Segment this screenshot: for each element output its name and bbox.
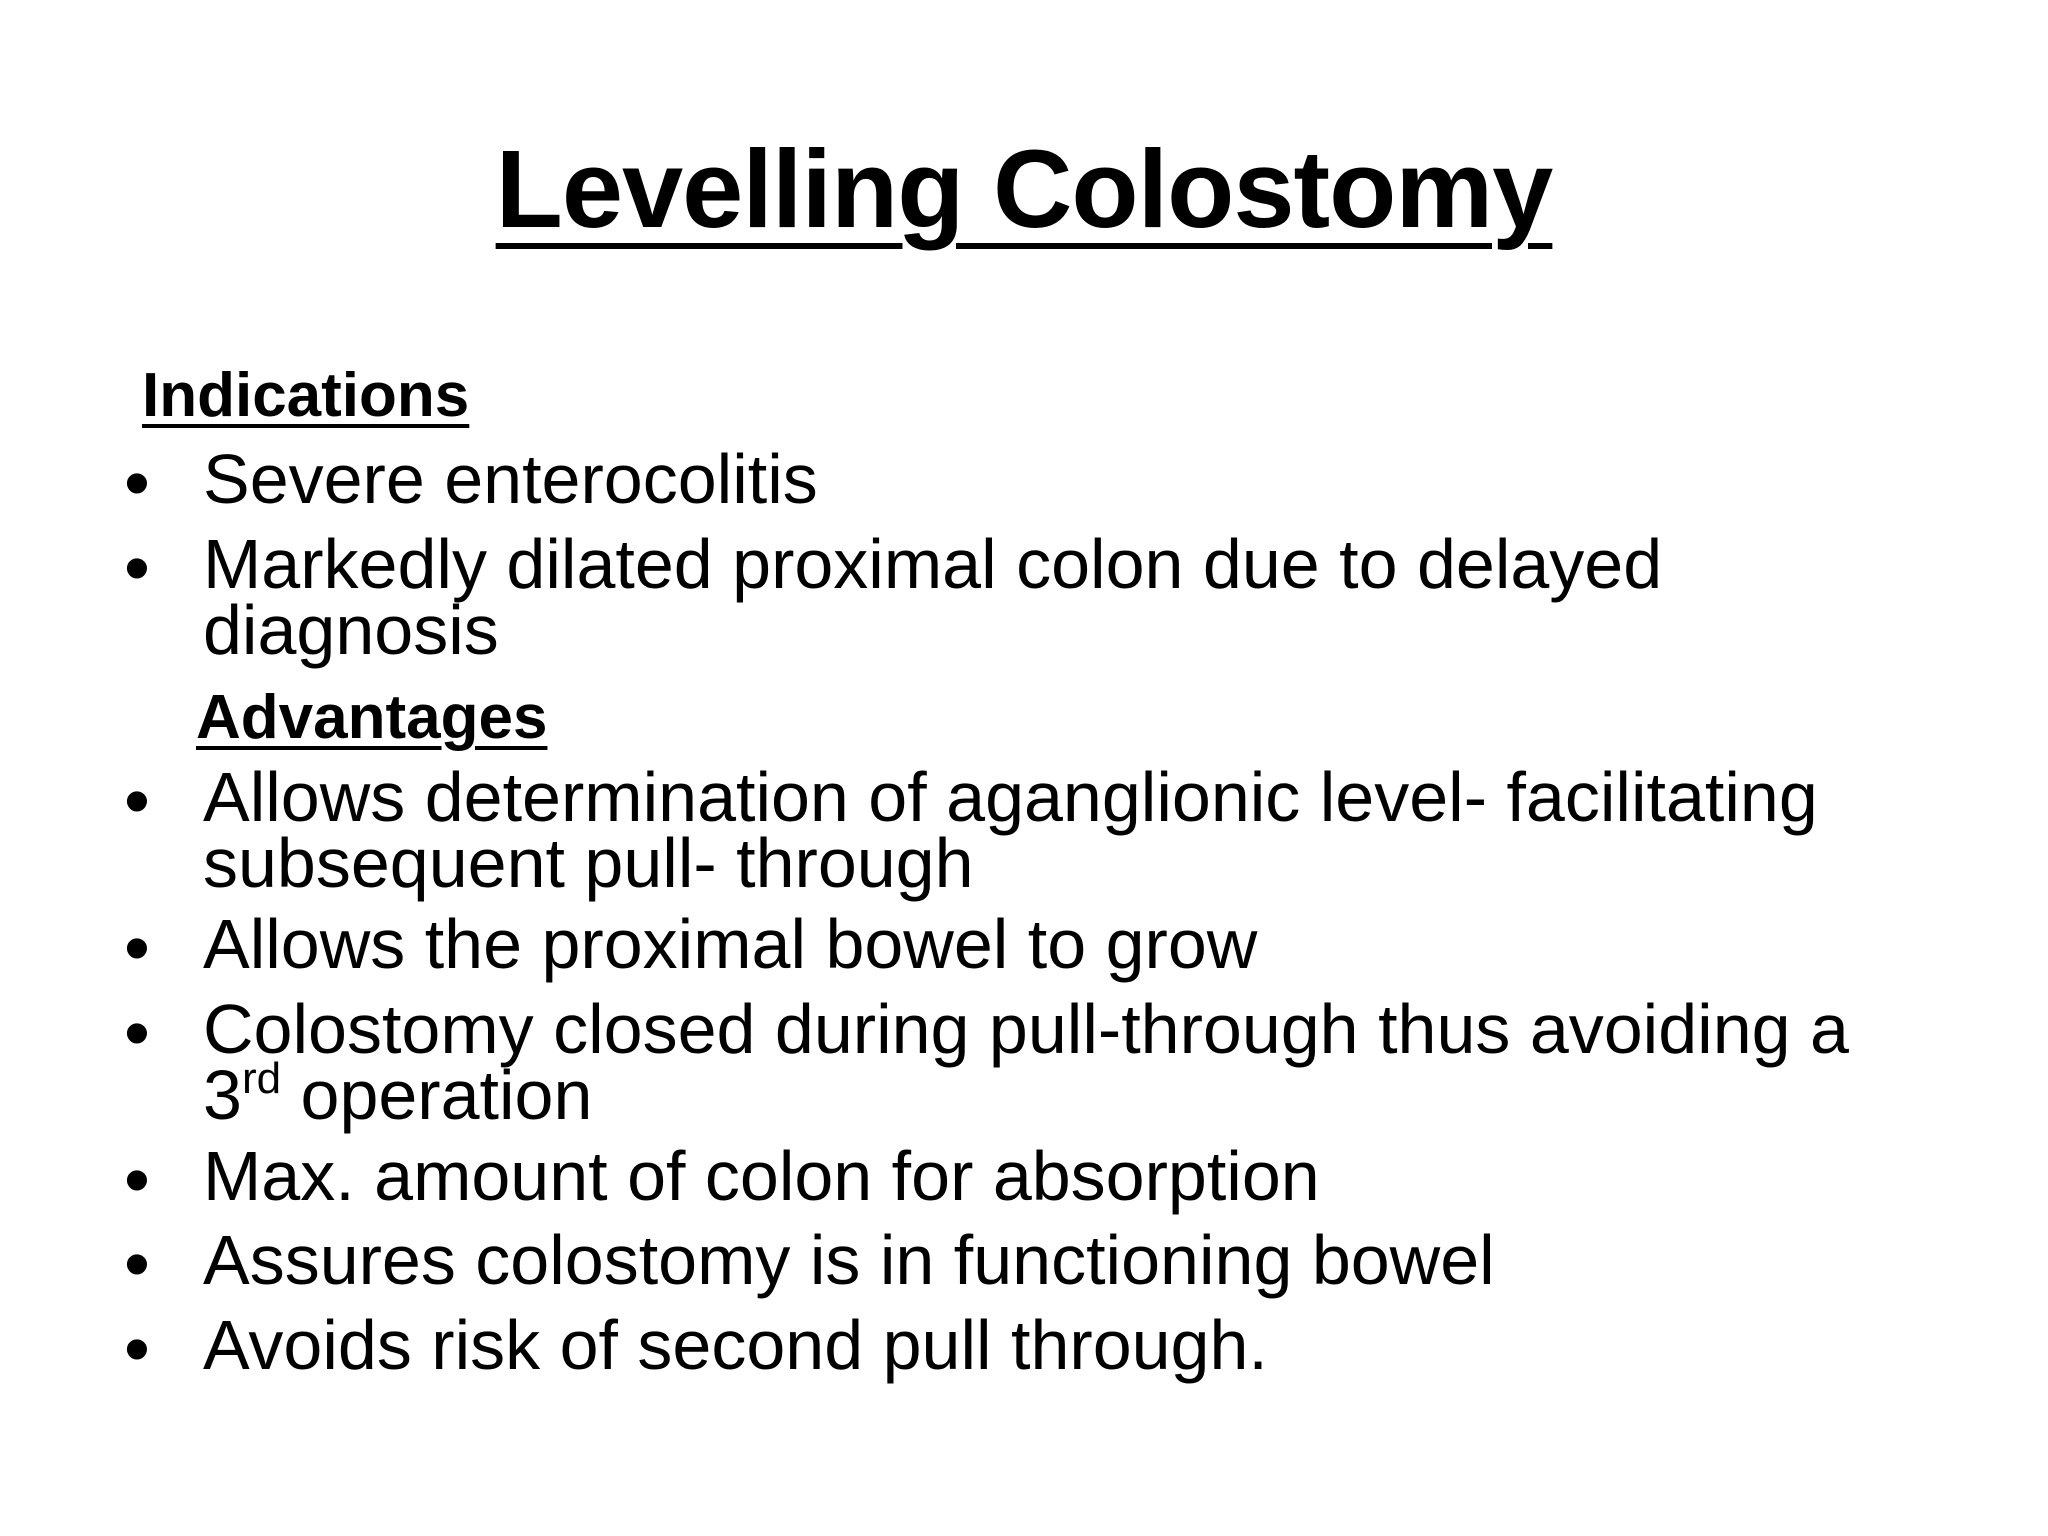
advantage-item: Allows the proximal bowel to grow xyxy=(203,905,1258,983)
indication-item: Markedly dilated proximal colon due to delayed diagnosis xyxy=(203,525,1663,669)
bullet-marker: • xyxy=(124,1222,150,1305)
bullet-marker: • xyxy=(124,1307,150,1390)
indications-heading: Indications xyxy=(142,361,470,430)
bullet-marker: • xyxy=(124,441,150,524)
slide-title-text: Levelling Colostomy xyxy=(495,128,1553,251)
bullet-marker: • xyxy=(124,991,150,1074)
bullet-marker: • xyxy=(124,906,150,989)
indication-item: Severe enterocolitis xyxy=(203,440,818,518)
bullet-marker: • xyxy=(124,759,150,842)
bullet-marker: • xyxy=(124,526,150,609)
advantage-item-text: Colostomy closed during pull-through thus avoiding a 3 xyxy=(203,990,1849,1134)
advantage-item: Avoids risk of second pull through. xyxy=(203,1306,1268,1384)
advantage-item: Assures colostomy is in functioning bowel xyxy=(203,1221,1495,1299)
bullet-marker: • xyxy=(124,1138,150,1221)
advantages-heading: Advantages xyxy=(196,683,548,752)
slide-title xyxy=(0,125,2048,255)
advantage-item: Max. amount of colon for absorption xyxy=(203,1137,1320,1215)
advantage-item-text-end: operation xyxy=(281,1056,593,1134)
advantage-item xyxy=(203,990,1923,1134)
superscript-rd: rd xyxy=(241,1054,282,1103)
advantage-item: Allows determination of aganglionic level- facilitating subsequent pull- through xyxy=(203,758,1818,902)
